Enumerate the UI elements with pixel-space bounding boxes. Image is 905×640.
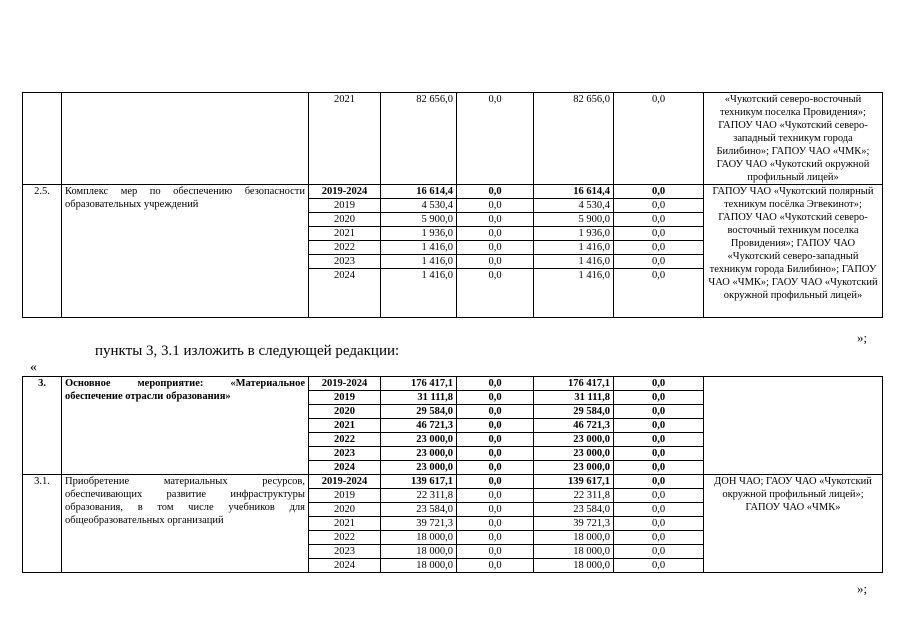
federal-cell: 0,0 [457,93,534,185]
regional-cell: 31 111,8 [534,391,614,405]
total-cell: 1 416,0 [381,241,457,255]
other-cell: 0,0 [614,461,704,475]
regional-cell: 22 311,8 [534,489,614,503]
year-cell: 2019-2024 [309,185,381,199]
other-cell: 0,0 [614,531,704,545]
item-number-cell [23,93,62,185]
total-cell: 1 416,0 [381,255,457,269]
opening-quote: « [30,360,37,375]
total-cell: 39 721,3 [381,517,457,531]
year-cell: 2020 [309,405,381,419]
total-cell: 18 000,0 [381,559,457,573]
other-cell: 0,0 [614,185,704,199]
year-cell: 2022 [309,433,381,447]
other-cell: 0,0 [614,377,704,391]
federal-cell: 0,0 [457,489,534,503]
program-table-new-edition [22,376,883,573]
federal-cell: 0,0 [457,227,534,241]
total-cell: 139 617,1 [381,475,457,489]
federal-cell: 0,0 [457,475,534,489]
federal-cell: 0,0 [457,545,534,559]
year-cell: 2019-2024 [309,377,381,391]
federal-cell: 0,0 [457,517,534,531]
regional-cell: 18 000,0 [534,559,614,573]
year-cell: 2024 [309,461,381,475]
item-number-cell: 3. [23,377,62,475]
item-description-cell: Приобретение материальных ресурсов, обеспечивающих развитие инфраструктуры образования, в том числе учебников для общеобразовательных организаций [62,475,309,573]
other-cell: 0,0 [614,489,704,503]
total-cell: 46 721,3 [381,419,457,433]
other-cell: 0,0 [614,213,704,227]
executor-cell [704,377,883,475]
other-cell: 0,0 [614,199,704,213]
year-cell: 2021 [309,419,381,433]
regional-cell: 1 416,0 [534,255,614,269]
year-cell: 2020 [309,503,381,517]
table-row [23,93,883,185]
regional-cell: 1 936,0 [534,227,614,241]
federal-cell: 0,0 [457,391,534,405]
program-table-continued [22,92,883,318]
other-cell: 0,0 [614,545,704,559]
federal-cell: 0,0 [457,199,534,213]
regional-cell: 176 417,1 [534,377,614,391]
regional-cell: 139 617,1 [534,475,614,489]
federal-cell: 0,0 [457,405,534,419]
regional-cell: 23 584,0 [534,503,614,517]
executor-cell: «Чукотский северо-восточный техникум поселка Провидения»; ГАПОУ ЧАО «Чукотский северо-западный техникум города Билибино»; ГАПОУ ЧАО «ЧМК»; ГАОУ ЧАО «Чукотский окружной профильный лицей» [704,93,883,185]
total-cell: 82 656,0 [381,93,457,185]
federal-cell: 0,0 [457,185,534,199]
regional-cell: 82 656,0 [534,93,614,185]
total-cell: 31 111,8 [381,391,457,405]
year-cell: 2022 [309,241,381,255]
table-row [23,185,883,199]
total-cell: 23 584,0 [381,503,457,517]
regional-cell: 39 721,3 [534,517,614,531]
other-cell: 0,0 [614,227,704,241]
item-description-cell [62,93,309,185]
federal-cell: 0,0 [457,447,534,461]
regional-cell: 5 900,0 [534,213,614,227]
total-cell: 176 417,1 [381,377,457,391]
federal-cell: 0,0 [457,419,534,433]
other-cell: 0,0 [614,559,704,573]
total-cell: 18 000,0 [381,545,457,559]
regional-cell: 23 000,0 [534,433,614,447]
total-cell: 5 900,0 [381,213,457,227]
other-cell: 0,0 [614,93,704,185]
item-description-cell: Комплекс мер по обеспечению безопасности образовательных учреждений [62,185,309,318]
regional-cell: 29 584,0 [534,405,614,419]
federal-cell: 0,0 [457,377,534,391]
year-cell: 2019 [309,391,381,405]
total-cell: 16 614,4 [381,185,457,199]
other-cell: 0,0 [614,503,704,517]
total-cell: 23 000,0 [381,461,457,475]
total-cell: 18 000,0 [381,531,457,545]
federal-cell: 0,0 [457,531,534,545]
other-cell: 0,0 [614,419,704,433]
other-cell: 0,0 [614,241,704,255]
other-cell: 0,0 [614,391,704,405]
year-cell: 2020 [309,213,381,227]
federal-cell: 0,0 [457,255,534,269]
year-cell: 2021 [309,93,381,185]
year-cell: 2021 [309,517,381,531]
year-cell: 2023 [309,545,381,559]
regional-cell: 23 000,0 [534,447,614,461]
year-cell: 2022 [309,531,381,545]
federal-cell: 0,0 [457,269,534,318]
year-cell: 2021 [309,227,381,241]
year-cell: 2019 [309,199,381,213]
other-cell: 0,0 [614,405,704,419]
year-cell: 2023 [309,255,381,269]
item-description-cell: Основное мероприятие: «Материальное обеспечение отрасли образования» [62,377,309,475]
regional-cell: 16 614,4 [534,185,614,199]
total-cell: 23 000,0 [381,433,457,447]
federal-cell: 0,0 [457,241,534,255]
year-cell: 2024 [309,269,381,318]
total-cell: 4 530,4 [381,199,457,213]
total-cell: 1 416,0 [381,269,457,318]
other-cell: 0,0 [614,517,704,531]
federal-cell: 0,0 [457,461,534,475]
federal-cell: 0,0 [457,559,534,573]
year-cell: 2024 [309,559,381,573]
federal-cell: 0,0 [457,503,534,517]
executor-cell: ДОН ЧАО; ГАОУ ЧАО «Чукотский окружной профильный лицей»; ГАПОУ ЧАО «ЧМК» [704,475,883,573]
other-cell: 0,0 [614,447,704,461]
year-cell: 2023 [309,447,381,461]
regional-cell: 23 000,0 [534,461,614,475]
regional-cell: 46 721,3 [534,419,614,433]
amendment-paragraph: пункты 3, 3.1 изложить в следующей редакции: [95,343,400,359]
table-row [23,475,883,489]
executor-cell: ГАПОУ ЧАО «Чукотский полярный техникум посёлка Эгвекинот»; ГАПОУ ЧАО «Чукотский северо-восточный техникум поселка Провидения»; ГАПОУ ЧАО «Чукотский северо-западный техникум города Билибино»; ГАПОУ ЧАО «ЧМК»; ГАОУ ЧАО «Чукотский окружной профильный лицей» [704,185,883,318]
closing-quote: »; [857,330,868,345]
other-cell: 0,0 [614,433,704,447]
federal-cell: 0,0 [457,213,534,227]
item-number-cell: 3.1. [23,475,62,573]
total-cell: 22 311,8 [381,489,457,503]
regional-cell: 1 416,0 [534,269,614,318]
table-row [23,377,883,391]
regional-cell: 1 416,0 [534,241,614,255]
total-cell: 23 000,0 [381,447,457,461]
regional-cell: 18 000,0 [534,545,614,559]
total-cell: 1 936,0 [381,227,457,241]
regional-cell: 18 000,0 [534,531,614,545]
other-cell: 0,0 [614,255,704,269]
item-number-cell: 2.5. [23,185,62,318]
other-cell: 0,0 [614,475,704,489]
federal-cell: 0,0 [457,433,534,447]
year-cell: 2019-2024 [309,475,381,489]
year-cell: 2019 [309,489,381,503]
regional-cell: 4 530,4 [534,199,614,213]
total-cell: 29 584,0 [381,405,457,419]
closing-quote: »; [857,581,868,596]
other-cell: 0,0 [614,269,704,318]
